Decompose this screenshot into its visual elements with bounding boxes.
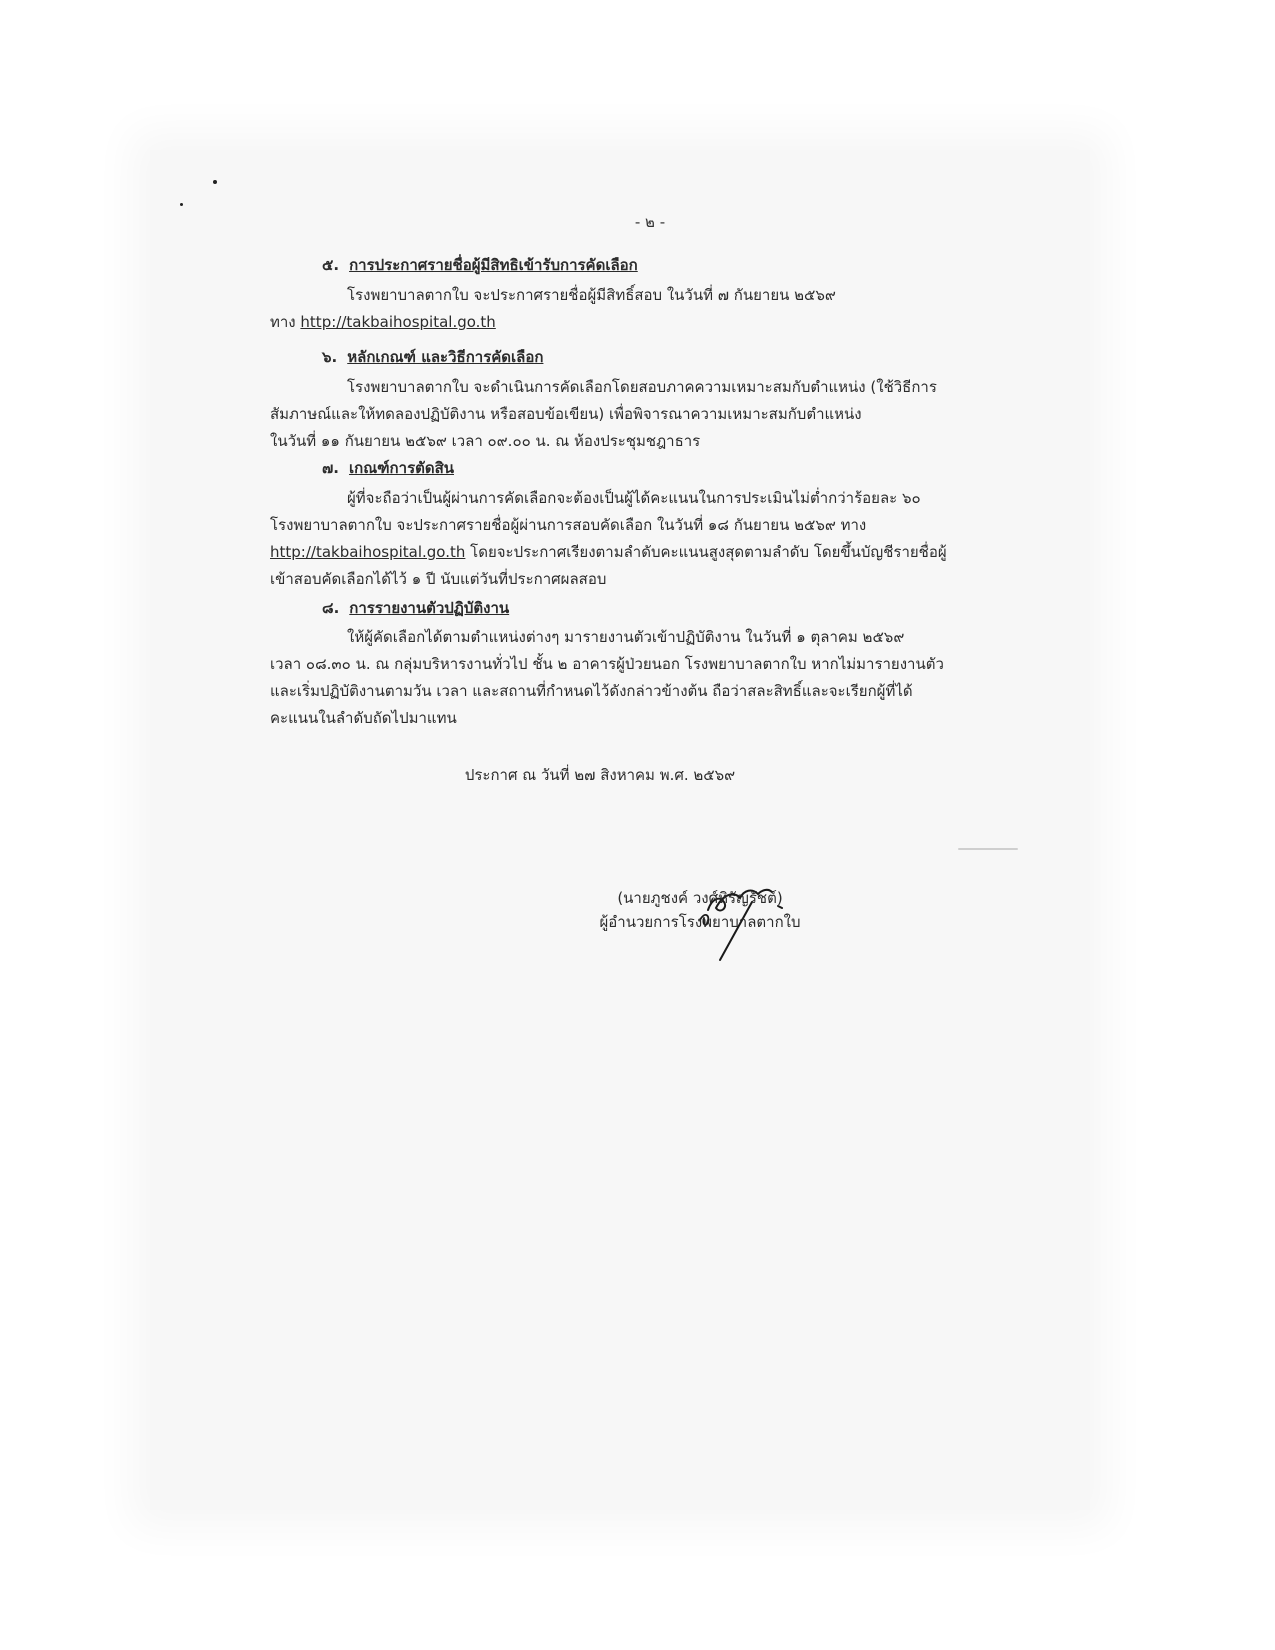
section-8-title: การรายงานตัวปฏิบัติงาน xyxy=(349,599,510,617)
section-5-number: ๕. xyxy=(322,256,340,274)
page-number: - ๒ - xyxy=(634,213,666,231)
results-website-link[interactable]: http://takbaihospital.go.th xyxy=(270,543,466,561)
section-5-heading xyxy=(322,255,638,275)
section-5-line-2-prefix: ทาง xyxy=(270,313,296,331)
section-6-line-3: ในวันที่ ๑๑ กันยายน ๒๕๖๙ เวลา ๐๙.๐๐ น. ณ ห้องประชุมชฎาธาร xyxy=(270,432,701,450)
section-7-line-3-rest: โดยจะประกาศเรียงตามลำดับคะแนนสูงสุดตามลำดับ โดยขึ้นบัญชีรายชื่อผู้ xyxy=(465,543,947,561)
section-6-line-2: สัมภาษณ์และให้ทดลองปฏิบัติงาน หรือสอบข้อเขียน) เพื่อพิจารณาความเหมาะสมกับตำแหน่ง xyxy=(270,405,862,423)
section-6-title: หลักเกณฑ์ และวิธีการคัดเลือก xyxy=(347,348,544,366)
section-5-title: การประกาศรายชื่อผู้มีสิทธิเข้ารับการคัดเลือก xyxy=(349,256,638,274)
section-8-line-1: ให้ผู้คัดเลือกได้ตามตำแหน่งต่างๆ มารายงานตัวเข้าปฏิบัติงาน ในวันที่ ๑ ตุลาคม ๒๕๖๙ xyxy=(347,628,905,646)
hospital-website-link[interactable]: http://takbaihospital.go.th xyxy=(300,313,496,331)
section-6-number: ๖. xyxy=(322,348,338,366)
scan-speck xyxy=(180,203,183,206)
section-7-line-1: ผู้ที่จะถือว่าเป็นผู้ผ่านการคัดเลือกจะต้องเป็นผู้ได้คะแนนในการประเมินไม่ต่ำกว่าร้อยละ ๖๐ xyxy=(347,489,921,507)
section-7-line-4: เข้าสอบคัดเลือกได้ไว้ ๑ ปี นับแต่วันที่ประกาศผลสอบ xyxy=(270,570,607,588)
section-8-number: ๘. xyxy=(322,599,340,617)
section-7-title: เกณฑ์การตัดสิน xyxy=(348,459,455,477)
scan-speck xyxy=(213,180,217,184)
signatory-position: ผู้อำนวยการโรงพยาบาลตากใบ xyxy=(599,913,801,931)
section-8-line-4: คะแนนในลำดับถัดไปมาแทน xyxy=(270,709,457,727)
section-5-line-2 xyxy=(270,312,496,332)
scanned-paper xyxy=(150,150,1090,1510)
section-7-number: ๗. xyxy=(322,459,339,477)
scan-smudge xyxy=(958,848,1018,850)
section-7-heading xyxy=(322,458,454,478)
section-7-line-3 xyxy=(270,542,947,562)
section-8-line-3: และเริ่มปฏิบัติงานตามวัน เวลา และสถานที่กำหนดไว้ดังกล่าวข้างต้น ถือว่าสละสิทธิ์และจะเรียกผู้ที่ได้ xyxy=(270,682,913,700)
announcement-date: ประกาศ ณ วันที่ ๒๗ สิงหาคม พ.ศ. ๒๕๖๙ xyxy=(464,766,736,784)
signatory-name: (นายภูชงค์ วงศ์หิรัญรัชต์) xyxy=(617,889,783,907)
section-6-line-1: โรงพยาบาลตากใบ จะดำเนินการคัดเลือกโดยสอบภาคความเหมาะสมกับตำแหน่ง (ใช้วิธีการ xyxy=(347,378,937,396)
section-7-line-2: โรงพยาบาลตากใบ จะประกาศรายชื่อผู้ผ่านการสอบคัดเลือก ในวันที่ ๑๘ กันยายน ๒๕๖๙ ทาง xyxy=(270,516,867,534)
section-8-line-2: เวลา ๐๘.๓๐ น. ณ กลุ่มบริหารงานทั่วไป ชั้น ๒ อาคารผู้ป่วยนอก โรงพยาบาลตากใบ หากไม่มารายงานตัว xyxy=(270,655,944,673)
section-8-heading xyxy=(322,598,509,618)
section-5-line-1: โรงพยาบาลตากใบ จะประกาศรายชื่อผู้มีสิทธิ์สอบ ในวันที่ ๗ กันยายน ๒๕๖๙ xyxy=(347,286,836,304)
section-6-heading xyxy=(322,347,543,367)
